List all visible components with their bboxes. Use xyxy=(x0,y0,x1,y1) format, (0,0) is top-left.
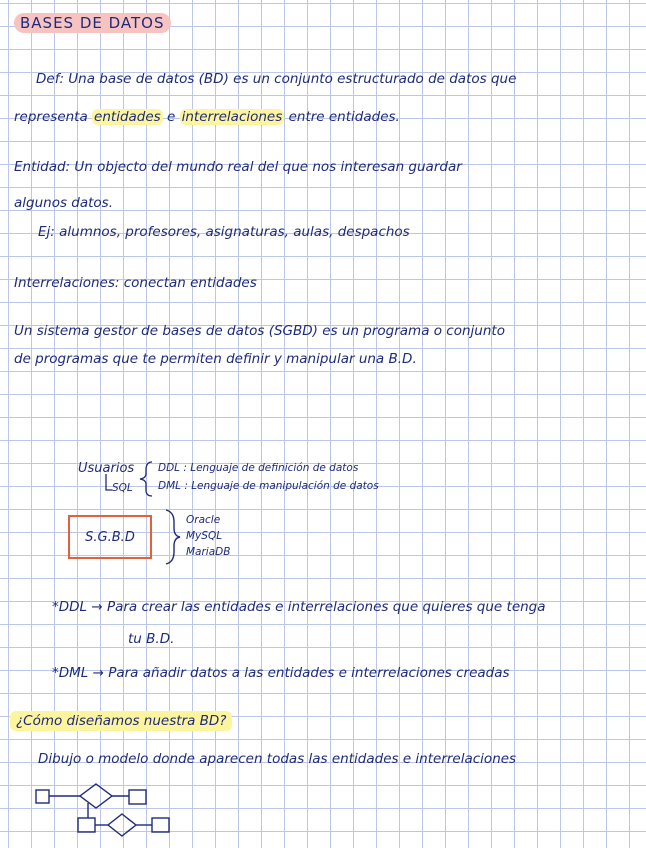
entity-box-4 xyxy=(152,818,169,832)
sgbd-definition-line-2: de programas que te permiten definir y manipular una B.D. xyxy=(14,351,417,367)
arrow-usuarios-sql xyxy=(106,474,112,490)
system-oracle: Oracle xyxy=(186,514,221,526)
dml-note: *DML → Para añadir datos a las entidades e interrelaciones creadas xyxy=(52,665,510,681)
entity-box-3 xyxy=(78,818,95,832)
ddl-note-line-2: tu B.D. xyxy=(128,631,175,647)
definition-line-1: Def: Una base de datos (BD) es un conjunto estructurado de datos que xyxy=(36,71,517,87)
relation-diamond-2 xyxy=(108,814,136,836)
title-text: BASES DE DATOS xyxy=(14,13,171,33)
usuarios-label: Usuarios xyxy=(78,461,135,476)
relation-diamond-1 xyxy=(80,784,112,808)
definition-line-2-end: entre entidades. xyxy=(288,109,400,125)
entity-example: Ej: alumnos, profesores, asignaturas, aulas, despachos xyxy=(38,224,410,240)
entity-line-2: algunos datos. xyxy=(14,195,114,211)
sql-label: SQL xyxy=(112,482,133,494)
er-sketch-row-2 xyxy=(78,814,169,836)
definition-line-2-start: representa xyxy=(14,109,88,125)
ddl-note-line-1: *DDL → Para crear las entidades e interrelaciones que quieres que tenga xyxy=(52,599,546,615)
relations-definition: Interrelaciones: conectan entidades xyxy=(14,275,257,291)
design-question-text: ¿Cómo diseñamos nuestra BD? xyxy=(10,711,232,731)
sgbd-box: S.G.B.D xyxy=(68,515,152,559)
entity-box-1 xyxy=(36,790,49,803)
entity-box-2 xyxy=(129,790,146,804)
sgbd-definition-line-1: Un sistema gestor de bases de datos (SGBD) es un programa o conjunto xyxy=(14,323,505,339)
ddl-definition: DDL : Lenguaje de definición de datos xyxy=(158,462,359,474)
system-mariadb: MariaDB xyxy=(186,546,231,558)
er-sketch-row-1 xyxy=(36,784,146,808)
highlight-interrelaciones: interrelaciones xyxy=(181,109,283,125)
entity-line-1: Entidad: Un objecto del mundo real del que nos interesan guardar xyxy=(14,159,462,175)
dml-definition: DML : Lenguaje de manipulación de datos xyxy=(158,480,379,492)
brace-systems xyxy=(166,510,180,564)
definition-line-2-mid: e xyxy=(167,109,176,125)
system-mysql: MySQL xyxy=(186,530,223,542)
highlight-entidades: entidades xyxy=(94,109,161,125)
design-answer: Dibujo o modelo donde aparecen todas las entidades e interrelaciones xyxy=(38,751,517,767)
brace-languages xyxy=(140,462,152,496)
